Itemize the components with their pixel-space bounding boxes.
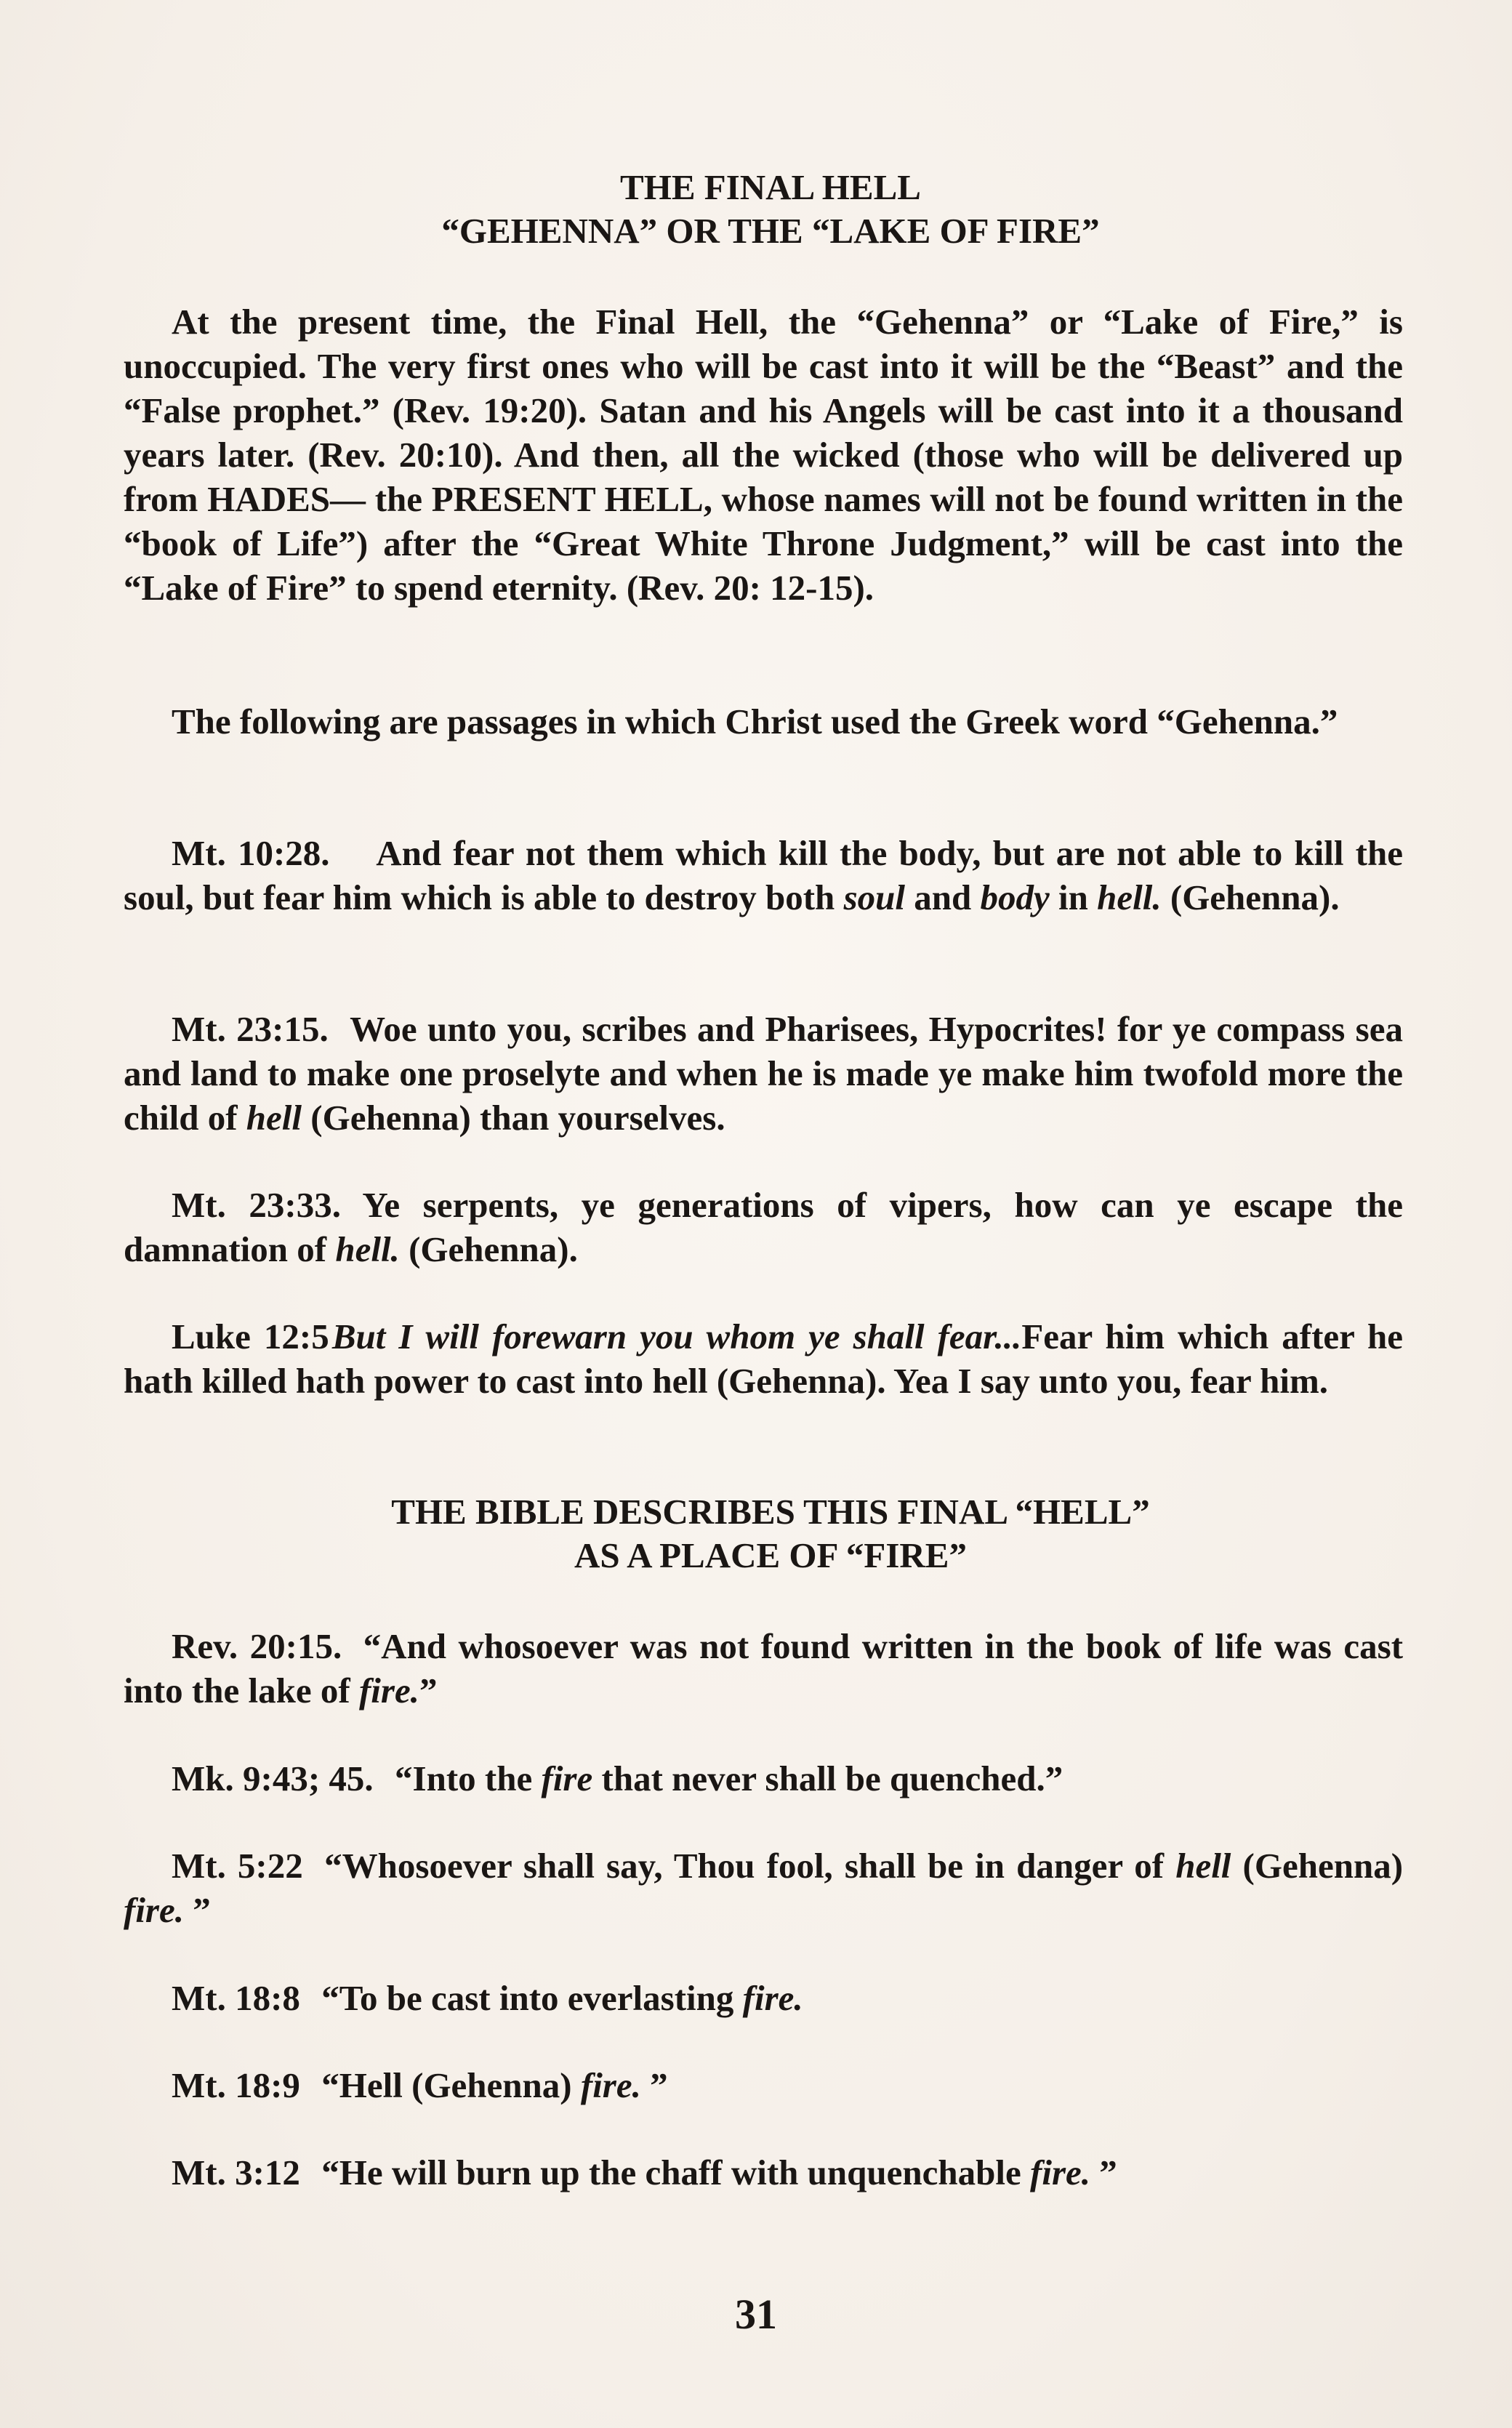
verse-text: ” — [184, 1890, 211, 1930]
verse-text: and — [905, 877, 981, 917]
fire-verse-mt-18-8 — [124, 1976, 1403, 2020]
verse-text: “To be cast into everlasting — [321, 1978, 743, 2018]
verse-text: And fear not them which kill the body, but are not able to kill the soul, but fear him which is able to destroy both — [124, 833, 1403, 917]
verse-emphasis: body — [980, 877, 1050, 917]
verse-emphasis: fire — [541, 1758, 593, 1798]
fire-verse-rev-20-15 — [124, 1624, 1403, 1713]
verse-emphasis: fire. — [1030, 2152, 1091, 2192]
fire-verse-mt-18-9 — [124, 2063, 1403, 2107]
verse-text: “Hell (Gehenna) — [321, 2065, 581, 2105]
verse-text: that never shall be quenched.” — [592, 1758, 1063, 1798]
heading-line-2: AS A PLACE OF “FIRE” — [574, 1535, 967, 1575]
verse-emphasis: But I will forewarn you whom ye shall fear... — [331, 1316, 1022, 1356]
fire-verse-mt-3-12 — [124, 2150, 1403, 2195]
verse-text: (Gehenna). — [399, 1229, 578, 1269]
verse-text: ” — [640, 2065, 668, 2105]
passage-mt-10-28 — [124, 831, 1403, 920]
verse-reference: Mt. 23:33. — [172, 1185, 341, 1225]
passage-mt-23-33 — [124, 1183, 1403, 1271]
intro-paragraph: At the present time, the Final Hell, the “Gehenna” or “Lake of Fire,” is unoccupied. The very first ones who will be cast into it will be the “Beast” and the “False prophet.” (Rev. 19:20). Satan and his Angels will be cast into it a thousand years later. (Rev. 20:10). And then, all the wicked (those who will be delivered up from HADES— the PRESENT HELL, whose names will not be found written in the “book of Life”) after the “Great White Throne Judgment,” will be cast into the “Lake of Fire” to spend eternity. (Rev. 20: 12-15). — [124, 302, 1403, 608]
heading-line-1: THE BIBLE DESCRIBES THIS FINAL “HELL” — [391, 1492, 1150, 1532]
verse-reference: Mt. 18:8 — [172, 1978, 300, 2018]
verse-reference: Mt. 5:22 — [172, 1846, 303, 1886]
passages-intro-paragraph: The following are passages in which Christ used the Greek word “Gehenna.” — [172, 702, 1338, 741]
verse-text: Fear him which after he hath killed hath power to cast into hell (Gehenna). Yea I say unto you, fear him. — [124, 1316, 1403, 1401]
passage-luke-12-5 — [124, 1314, 1403, 1403]
verse-emphasis: fire. — [358, 1671, 419, 1711]
passage-mt-23-15 — [124, 1007, 1403, 1140]
verse-text: Ye serpents, ye generations of vipers, how can ye escape the damnation of — [124, 1185, 1403, 1269]
verse-emphasis: soul — [843, 877, 905, 917]
verse-text: Woe unto you, scribes and Pharisees, Hypocrites! for ye compass sea and land to make one proselyte and when he is made ye make him twofold more the child of — [124, 1009, 1403, 1138]
verse-reference: Mt. 18:9 — [172, 2065, 300, 2105]
verse-text: (Gehenna) — [1231, 1846, 1404, 1886]
section-heading-final-hell — [116, 166, 1425, 253]
page-number: 31 — [735, 2291, 777, 2338]
verse-text: ” — [1090, 2152, 1117, 2192]
verse-reference: Mt. 10:28. — [172, 833, 330, 873]
verse-emphasis: hell. — [1097, 877, 1162, 917]
verse-emphasis: hell. — [335, 1229, 400, 1269]
verse-text: “And whosoever was not found written in the book of life was cast into the lake of — [124, 1626, 1404, 1711]
verse-text: in — [1049, 877, 1098, 917]
verse-text: “He will burn up the chaff with unquenchable — [321, 2152, 1031, 2192]
verse-reference: Mt. 23:15. — [172, 1009, 329, 1049]
heading-line-1: THE FINAL HELL — [620, 167, 921, 207]
verse-reference: Rev. 20:15. — [172, 1626, 342, 1666]
verse-text: (Gehenna) than yourselves. — [302, 1098, 725, 1138]
fire-verse-mt-5-22 — [124, 1844, 1403, 1932]
verse-emphasis: hell — [246, 1098, 302, 1138]
fire-verse-mk-9-43 — [124, 1756, 1403, 1801]
verse-emphasis: hell — [1175, 1846, 1231, 1886]
heading-line-2: “GEHENNA” OR THE “LAKE OF FIRE” — [441, 211, 1100, 251]
verse-emphasis: fire. — [124, 1890, 184, 1930]
verse-reference: Mk. 9:43; 45. — [172, 1758, 374, 1798]
verse-text: ” — [419, 1671, 438, 1711]
verse-reference: Mt. 3:12 — [172, 2152, 300, 2192]
verse-text: (Gehenna). — [1161, 877, 1340, 917]
verse-text: “Into the — [395, 1758, 542, 1798]
verse-text: “Whosoever shall say, Thou fool, shall be in danger of — [324, 1846, 1176, 1886]
verse-emphasis: fire. — [580, 2065, 641, 2105]
verse-reference: Luke 12:5 — [172, 1316, 329, 1356]
verse-emphasis: fire. — [742, 1978, 803, 2018]
section-heading-place-of-fire — [116, 1490, 1425, 1577]
